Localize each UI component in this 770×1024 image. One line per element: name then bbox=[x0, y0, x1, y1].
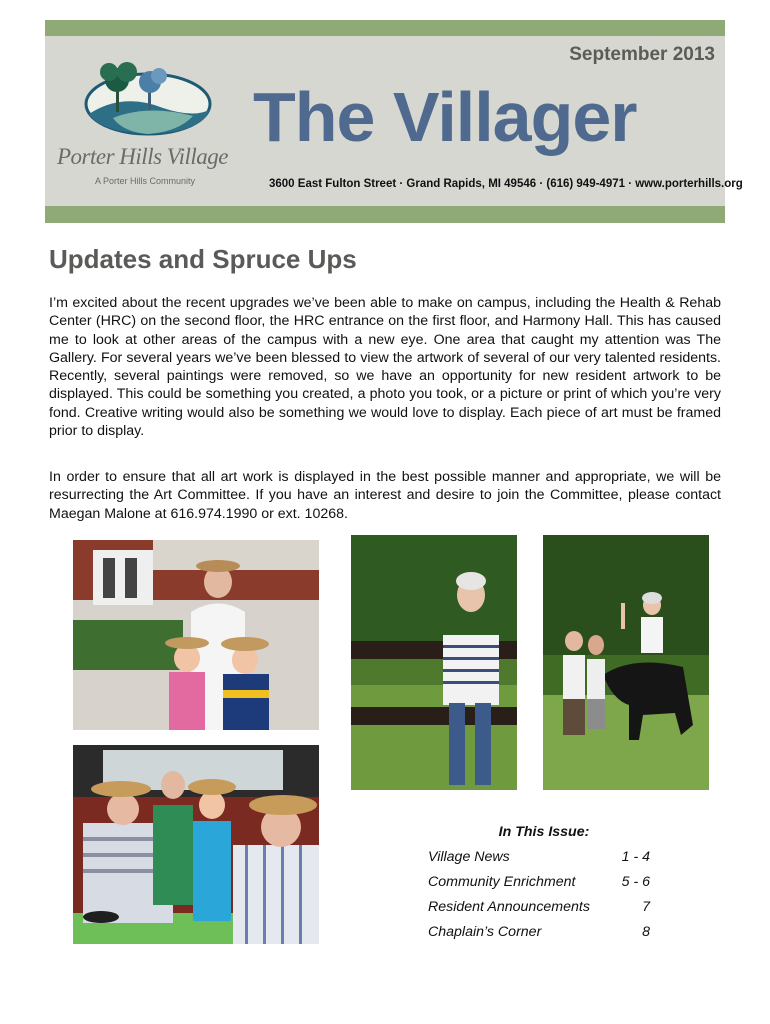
resident-at-fence-photo bbox=[351, 535, 517, 790]
newsletter-title: The Villager bbox=[253, 78, 637, 156]
masthead-top-bar bbox=[45, 20, 725, 36]
toc-item-pages: 5 - 6 bbox=[621, 874, 650, 890]
masthead-bottom-bar bbox=[45, 206, 725, 223]
article-paragraph: I’m excited about the recent upgrades we’ve been able to make on campus, including the Health & Rehab Center (HRC) on the second floor, the HRC entrance on the first floor, and Harmony Hall. This has caused me to look at other areas of the campus with a new eye. One area that caught my attention was The Gallery. For several years we’ve been blessed to view the artwork of several of our very talented residents. Recently, several paintings were removed, so we have an opportunity for new resident artwork to be displayed. This could be something you created, a photo you took, or a picture or print of which you’re very fond. Creative writing would also be something we would love to display. Each piece of art must be framed prior to display. bbox=[49, 295, 721, 440]
toc-row bbox=[428, 849, 650, 874]
porter-hills-logo-icon bbox=[53, 52, 243, 192]
horse-riding-photo bbox=[543, 535, 709, 790]
toc-item-label: Chaplain’s Corner bbox=[428, 924, 542, 940]
in-this-issue-box bbox=[428, 824, 650, 949]
masthead bbox=[45, 20, 743, 223]
toc-item-label: Resident Announcements bbox=[428, 899, 590, 915]
address-line: 3600 East Fulton Street · Grand Rapids, MI 49546 · (616) 949-4971 · www.porterhills.org bbox=[269, 178, 743, 190]
toc-item-pages: 7 bbox=[642, 899, 650, 915]
toc-row bbox=[428, 874, 650, 899]
logo-name: Porter Hills Village bbox=[57, 144, 229, 169]
toc-item-label: Village News bbox=[428, 849, 510, 865]
article-paragraph: In order to ensure that all art work is displayed in the best possible manner and appropriate, we will be resurrecting the Art Committee. If you have an interest and desire to join the Committee, please contact Maegan Malone at 616.974.1990 or ext. 10268. bbox=[49, 469, 721, 522]
article-headline: Updates and Spruce Ups bbox=[49, 244, 357, 274]
toc-item-label: Community Enrichment bbox=[428, 874, 576, 890]
residents-in-straw-hats-photo bbox=[73, 745, 319, 944]
residents-with-children-photo bbox=[73, 540, 319, 730]
toc-item-pages: 8 bbox=[642, 924, 650, 940]
logo-tagline: A Porter Hills Community bbox=[95, 176, 196, 186]
toc-row bbox=[428, 924, 650, 949]
toc-item-pages: 1 - 4 bbox=[621, 849, 650, 865]
toc-row bbox=[428, 899, 650, 924]
toc-heading: In This Issue: bbox=[498, 824, 590, 840]
issue-date: September 2013 bbox=[569, 44, 715, 65]
